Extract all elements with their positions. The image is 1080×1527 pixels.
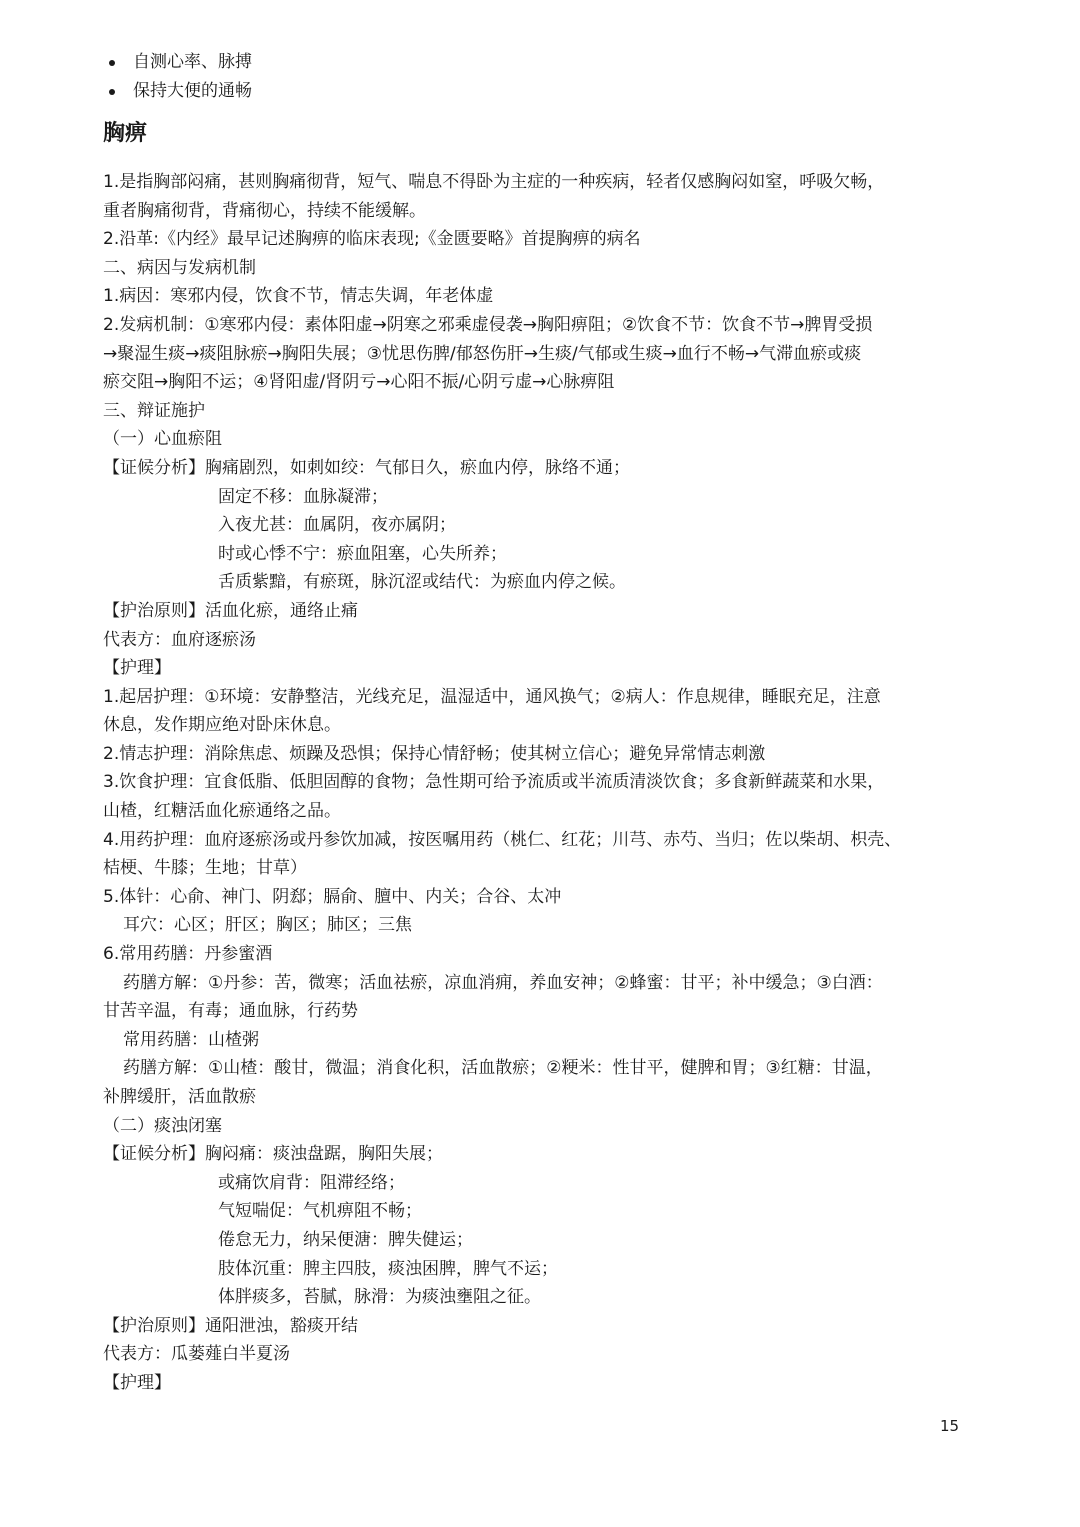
text-line: 桔梗、牛膝；生地；甘草） xyxy=(103,858,307,879)
text-line: 6.常用药膳：丹参蜜酒 xyxy=(103,944,273,965)
text-line: 舌质紫黯，有瘀斑，脉沉涩或结代：为瘀血内停之候。 xyxy=(218,572,626,593)
text-line: （二）痰浊闭塞 xyxy=(103,1115,222,1136)
text-line: 倦怠无力，纳呆便溏：脾失健运； xyxy=(218,1229,473,1250)
text-line: 代表方：血府逐瘀汤 xyxy=(103,629,256,650)
document-body xyxy=(103,168,993,1398)
text-line: 【证候分析】胸闷痛：痰浊盘踞，胸阳失展； xyxy=(103,1144,443,1165)
text-line: 3.饮食护理：宜食低脂、低胆固醇的食物；急性期可给予流质或半流质清淡饮食；多食新鲜蔬菜和水果， xyxy=(103,772,885,793)
bullet-icon xyxy=(109,60,115,66)
text-line: 常用药膳：山楂粥 xyxy=(123,1029,259,1050)
text-line: 气短喘促：气机痹阻不畅； xyxy=(218,1201,422,1222)
text-line: 药膳方解：①山楂：酸甘，微温；消食化积，活血散瘀；②粳米：性甘平，健脾和胃；③红糖：甘温， xyxy=(123,1058,883,1079)
text-line: 瘀交阻→胸阳不运；④肾阳虚/肾阴亏→心阳不振/心阴亏虚→心脉痹阻 xyxy=(103,372,615,393)
text-line: 【护治原则】通阳泄浊，豁痰开结 xyxy=(103,1315,358,1336)
text-line: 药膳方解：①丹参：苦，微寒；活血祛瘀，凉血消痈，养血安神；②蜂蜜：甘平；补中缓急；③白酒： xyxy=(123,972,883,993)
text-line: 肢体沉重：脾主四肢，痰浊困脾，脾气不运； xyxy=(218,1258,558,1279)
text-line: 5.体针：心俞、神门、阴郄；膈俞、膻中、内关；合谷、太冲 xyxy=(103,886,562,907)
list-item xyxy=(103,77,993,106)
text-line: 固定不移：血脉凝滞； xyxy=(218,486,388,507)
text-line: 或痛饮肩背：阻滞经络； xyxy=(218,1172,405,1193)
bullet-text: 自测心率、脉搏 xyxy=(133,52,252,72)
section-title: 胸痹 xyxy=(103,121,148,146)
text-line: 重者胸痛彻背，背痛彻心，持续不能缓解。 xyxy=(103,200,426,221)
text-line: 【证候分析】胸痛剧烈，如刺如绞：气郁日久，瘀血内停，脉络不通； xyxy=(103,457,630,478)
text-line: 1.起居护理：①环境：安静整洁，光线充足，温湿适中，通风换气；②病人：作息规律，睡眠充足，注意 xyxy=(103,686,881,707)
text-line: 二、病因与发病机制 xyxy=(103,257,256,278)
text-line: 1.病因：寒邪内侵，饮食不节，情志失调，年老体虚 xyxy=(103,286,494,307)
bullet-icon xyxy=(109,89,115,95)
text-line: 1.是指胸部闷痛，甚则胸痛彻背，短气、喘息不得卧为主症的一种疾病，轻者仅感胸闷如窒，呼吸欠畅， xyxy=(103,172,885,192)
text-line: 【护治原则】活血化瘀，通络止痛 xyxy=(103,600,358,621)
text-line: 山楂，红糖活血化瘀通络之品。 xyxy=(103,801,341,822)
document-page xyxy=(103,48,993,1398)
text-line: 耳穴：心区；肝区；胸区；肺区；三焦 xyxy=(123,915,412,936)
text-line: （一）心血瘀阻 xyxy=(103,429,222,450)
bullet-text: 保持大便的通畅 xyxy=(133,81,252,101)
text-line: 【护理】 xyxy=(103,1372,171,1393)
bullet-list xyxy=(103,48,993,106)
text-line: 甘苦辛温，有毒；通血脉，行药势 xyxy=(103,1001,358,1022)
text-line: 2.发病机制：①寒邪内侵：素体阳虚→阴寒之邪乘虚侵袭→胸阳痹阻；②饮食不节：饮食不节→脾胃受损 xyxy=(103,314,873,335)
page-number: 15 xyxy=(940,1417,960,1435)
text-line: 入夜尤甚：血属阴，夜亦属阴； xyxy=(218,515,456,536)
text-line: 2.沿革:《内经》最早记述胸痹的临床表现;《金匮要略》首提胸痹的病名 xyxy=(103,229,641,250)
list-item xyxy=(103,48,993,77)
text-line: 时或心悸不宁：瘀血阻塞，心失所养； xyxy=(218,543,507,564)
text-line: 4.用药护理：血府逐瘀汤或丹参饮加减，按医嘱用药（桃仁、红花；川芎、赤芍、当归；佐以柴胡、枳壳、 xyxy=(103,829,902,850)
text-line: 代表方：瓜蒌薤白半夏汤 xyxy=(103,1344,290,1365)
text-line: 补脾缓肝，活血散瘀 xyxy=(103,1087,256,1107)
text-line: 休息，发作期应绝对卧床休息。 xyxy=(103,715,341,736)
text-line: 体胖痰多，苔腻，脉滑：为痰浊壅阻之征。 xyxy=(218,1287,541,1308)
text-line: 2.情志护理：消除焦虑、烦躁及恐惧；保持心情舒畅；使其树立信心；避免异常情志刺激 xyxy=(103,743,766,764)
text-line: 三、辩证施护 xyxy=(103,400,205,421)
text-line: 【护理】 xyxy=(103,658,171,679)
text-line: →聚湿生痰→痰阻脉瘀→胸阳失展；③忧思伤脾/郁怒伤肝→生痰/气郁或生痰→血行不畅→气滞血瘀或痰 xyxy=(103,343,862,364)
